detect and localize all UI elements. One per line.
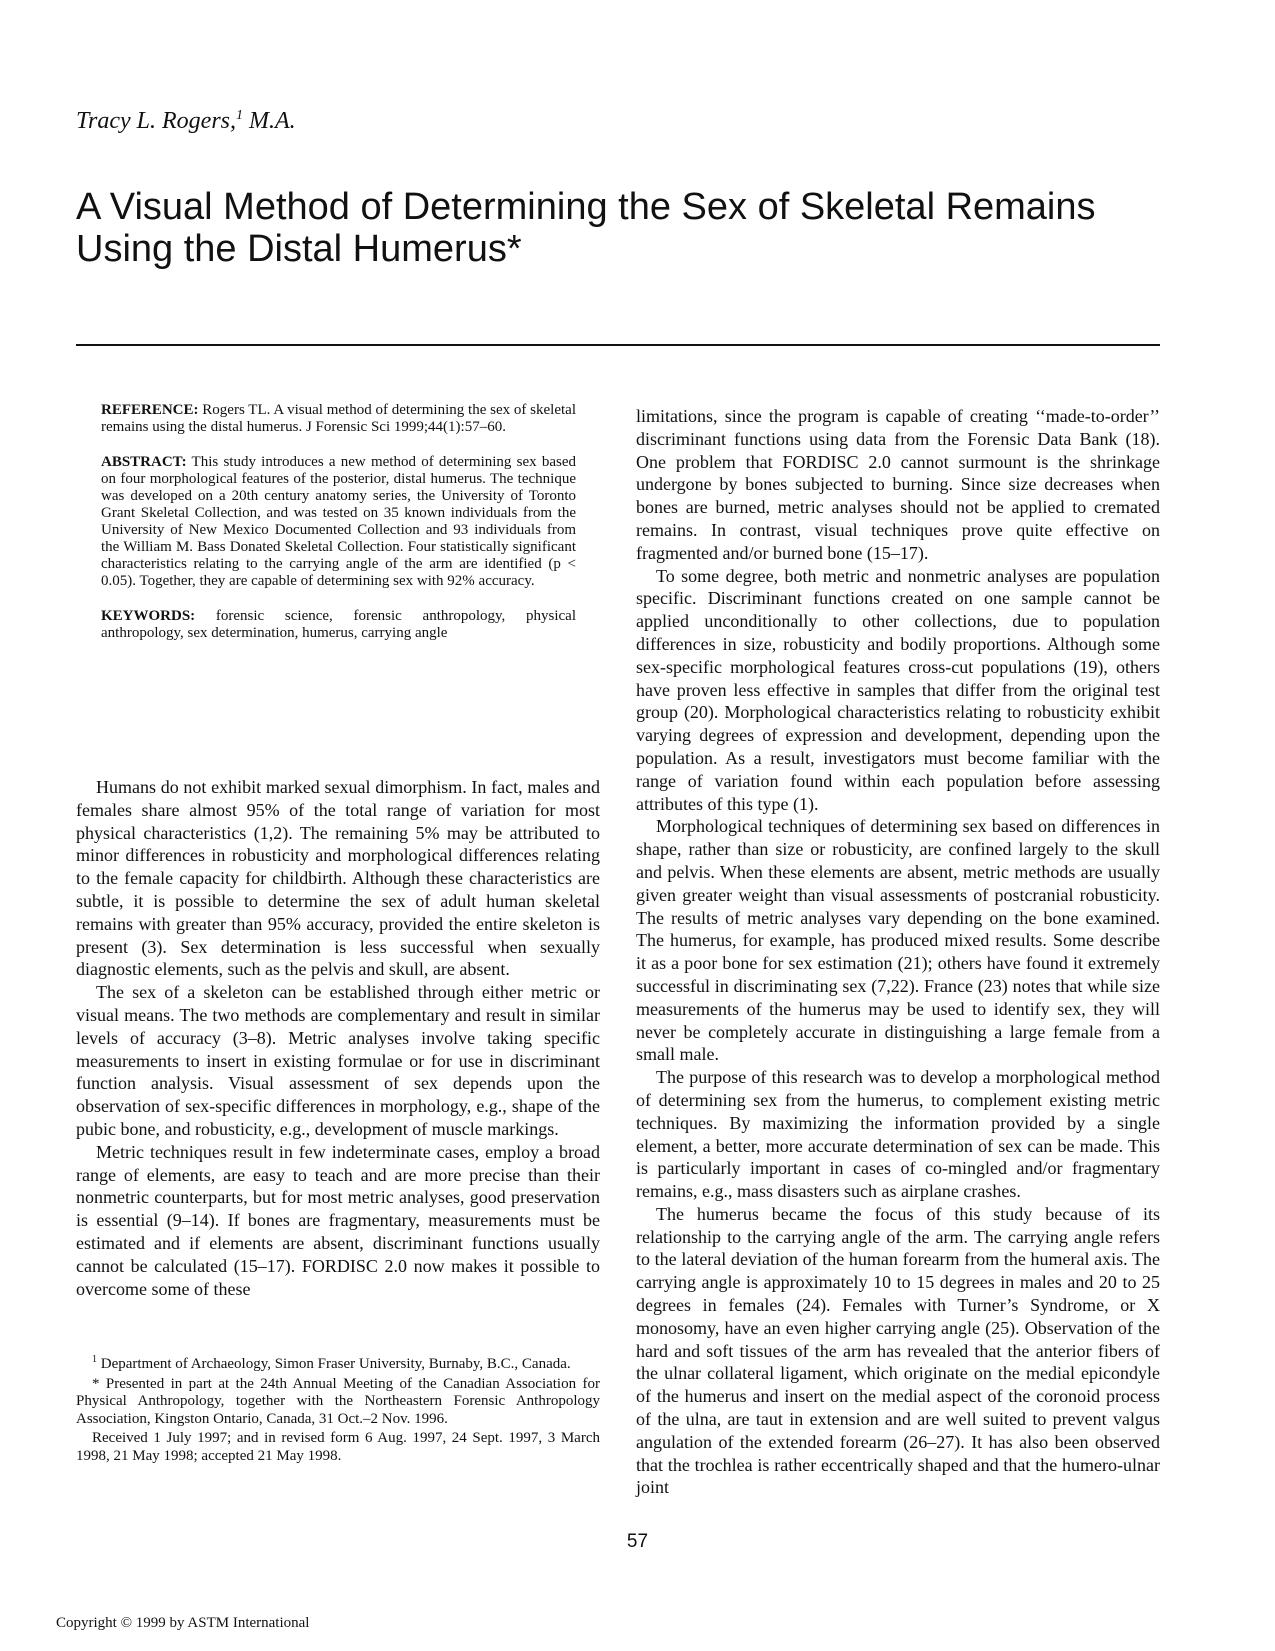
keywords-label: KEYWORDS: <box>101 608 196 624</box>
author-line <box>76 108 296 135</box>
footnotes <box>76 1351 600 1467</box>
abstract-block <box>101 454 576 590</box>
body-paragraph: Humans do not exhibit marked sexual dimorphism. In fact, males and females share almost 95% of the total range of variation for most physical characteristics (1,2). The remaining 5% may be attributed to minor differences in robusticity and morphological differences relating to the female capacity for childbirth. Although these characteristics are subtle, it is possible to determine the sex of adult human skeletal remains with greater than 95% accuracy, provided the entire skeleton is present (3). Sex determination is less successful when sexually diagnostic elements, such as the pelvis and skull, are absent. <box>76 777 600 980</box>
body-paragraph: The humerus became the focus of this study because of its relationship to the carrying angle of the arm. The carrying angle refers to the lateral deviation of the human forearm from the humeral axis. The carrying angle is approximately 10 to 15 degrees in males and 20 to 25 degrees in females (24). Females with Turner’s Syndrome, or X monosomy, have an even higher carrying angle (25). Observation of the hard and soft tissues of the arm has revealed that the anterior fibers of the ulnar collateral ligament, which originate on the medial epicondyle of the humerus and insert on the medial aspect of the coronoid process of the ulna, are taut in extension and are well suited to prevent valgus angulation of the extended forearm (26–27). It has also been observed that the trochlea is rather eccentrically shaped and that the humero-ulnar joint <box>636 1203 1160 1498</box>
footnote-received: Received 1 July 1997; and in revised form 6 Aug. 1997, 24 Sept. 1997, 3 March 1998, 21 May 1998; accepted 21 May 1998. <box>76 1430 600 1464</box>
author-footnote-mark: 1 <box>236 108 244 123</box>
footnote-presentation: * Presented in part at the 24th Annual Meeting of the Canadian Association for Physical Anthropology, together with the Northeastern Forensic Anthropology Association, Kingston Ontario, Canada, 31 Oct.–2 Nov. 1996. <box>76 1375 600 1427</box>
left-column-body <box>76 776 600 1300</box>
footnote-affiliation <box>76 1351 600 1374</box>
body-paragraph: To some degree, both metric and nonmetric analyses are population specific. Discriminant functions created on one sample cannot be applied unconditionally to other collections, due to population differences in size, robusticity and bodily proportions. Although some sex-specific morphological features cross-cut populations (19), others have proven less effective in samples that differ from the original test group (20). Morphological characteristics relating to robusticity exhibit varying degrees of expression and development, depending upon the population. As a result, investigators must become familiar with the range of variation found within each population before assessing attributes of this type (1). <box>636 565 1160 814</box>
article-title: A Visual Method of Determining the Sex of Skeletal Remains Using the Distal Humerus* <box>76 186 1096 270</box>
body-paragraph: limitations, since the program is capable of creating ‘‘made-to-order’’ discriminant functions using data from the Forensic Data Bank (18). One problem that FORDISC 2.0 cannot surmount is the shrinkage undergone by bones subjected to burning. Since size decreases when bones are burned, metric analyses should not be applied to cremated remains. In contrast, visual techniques prove quite effective on fragmented and/or burned bone (15–17). <box>636 406 1160 563</box>
footnote-text: Department of Archaeology, Simon Fraser University, Burnaby, B.C., Canada. <box>97 1356 571 1372</box>
body-paragraph: Morphological techniques of determining sex based on differences in shape, rather than size or robusticity, are confined largely to the skull and pelvis. When these elements are absent, metric methods are usually given greater weight than visual assessments of postcranial robusticity. The results of metric analyses vary depending on the bone examined. The humerus, for example, has produced mixed results. Some describe it as a poor bone for sex estimation (21); others have found it extremely successful in discriminating sex (7,22). France (23) notes that while size measurements of the humerus may be used to identify sex, they will never be completely accurate in distinguishing a large female from a small male. <box>636 816 1160 1065</box>
keywords-block <box>101 608 576 642</box>
keywords-text: forensic science, forensic anthropology, physical anthropology, sex determination, humerus, carrying angle <box>101 608 577 641</box>
abstract-label: ABSTRACT: <box>101 454 187 470</box>
body-paragraph: The sex of a skeleton can be established through either metric or visual means. The two methods are complementary and result in similar levels of accuracy (3–8). Metric analyses involve taking specific measurements to insert in existing formulae or for use in discriminant function analysis. Visual assessment of sex depends upon the observation of sex-specific differences in morphology, e.g., shape of the pubic bone, and robusticity, e.g., development of muscle markings. <box>76 982 600 1139</box>
front-matter <box>101 402 576 660</box>
author-name: Tracy L. Rogers, <box>76 108 237 134</box>
abstract-text: This study introduces a new method of determining sex based on four morphological features of the posterior, distal humerus. The technique was developed on a 20th century anatomy series, the University of Toronto Grant Skeletal Collection, and was tested on 35 known individuals from the University of New Mexico Documented Collection and 93 individuals from the William M. Bass Donated Skeletal Collection. Four statistically significant characteristics relating to the carrying angle of the arm are identified (p < 0.05). Together, they are capable of determining sex with 92% accuracy. <box>101 454 577 589</box>
page-number: 57 <box>626 1531 649 1552</box>
copyright-notice: Copyright © 1999 by ASTM International <box>56 1615 310 1631</box>
reference-label: REFERENCE: <box>101 402 199 418</box>
title-rule <box>76 344 1160 346</box>
right-column-body <box>636 405 1160 1499</box>
reference-text: Rogers TL. A visual method of determining the sex of skeletal remains using the distal humerus. J Forensic Sci 1999;44(1):57–60. <box>101 402 576 435</box>
body-paragraph: The purpose of this research was to develop a morphological method of determining sex from the humerus, to complement existing metric techniques. By maximizing the information provided by a single element, a better, more accurate determination of sex can be made. This is particularly important in cases of co-mingled and/or fragmentary remains, e.g., mass disasters such as airplane crashes. <box>636 1067 1160 1202</box>
footnote-mark: 1 <box>92 1354 97 1365</box>
body-paragraph: Metric techniques result in few indeterminate cases, employ a broad range of elements, are easy to teach and are more precise than their nonmetric counterparts, but for most metric analyses, good preservation is essential (9–14). If bones are fragmentary, measurements must be estimated and if elements are absent, discriminant functions usually cannot be calculated (15–17). FORDISC 2.0 now makes it possible to overcome some of these <box>76 1141 600 1299</box>
author-degree: M.A. <box>243 108 296 134</box>
reference-block <box>101 402 576 436</box>
